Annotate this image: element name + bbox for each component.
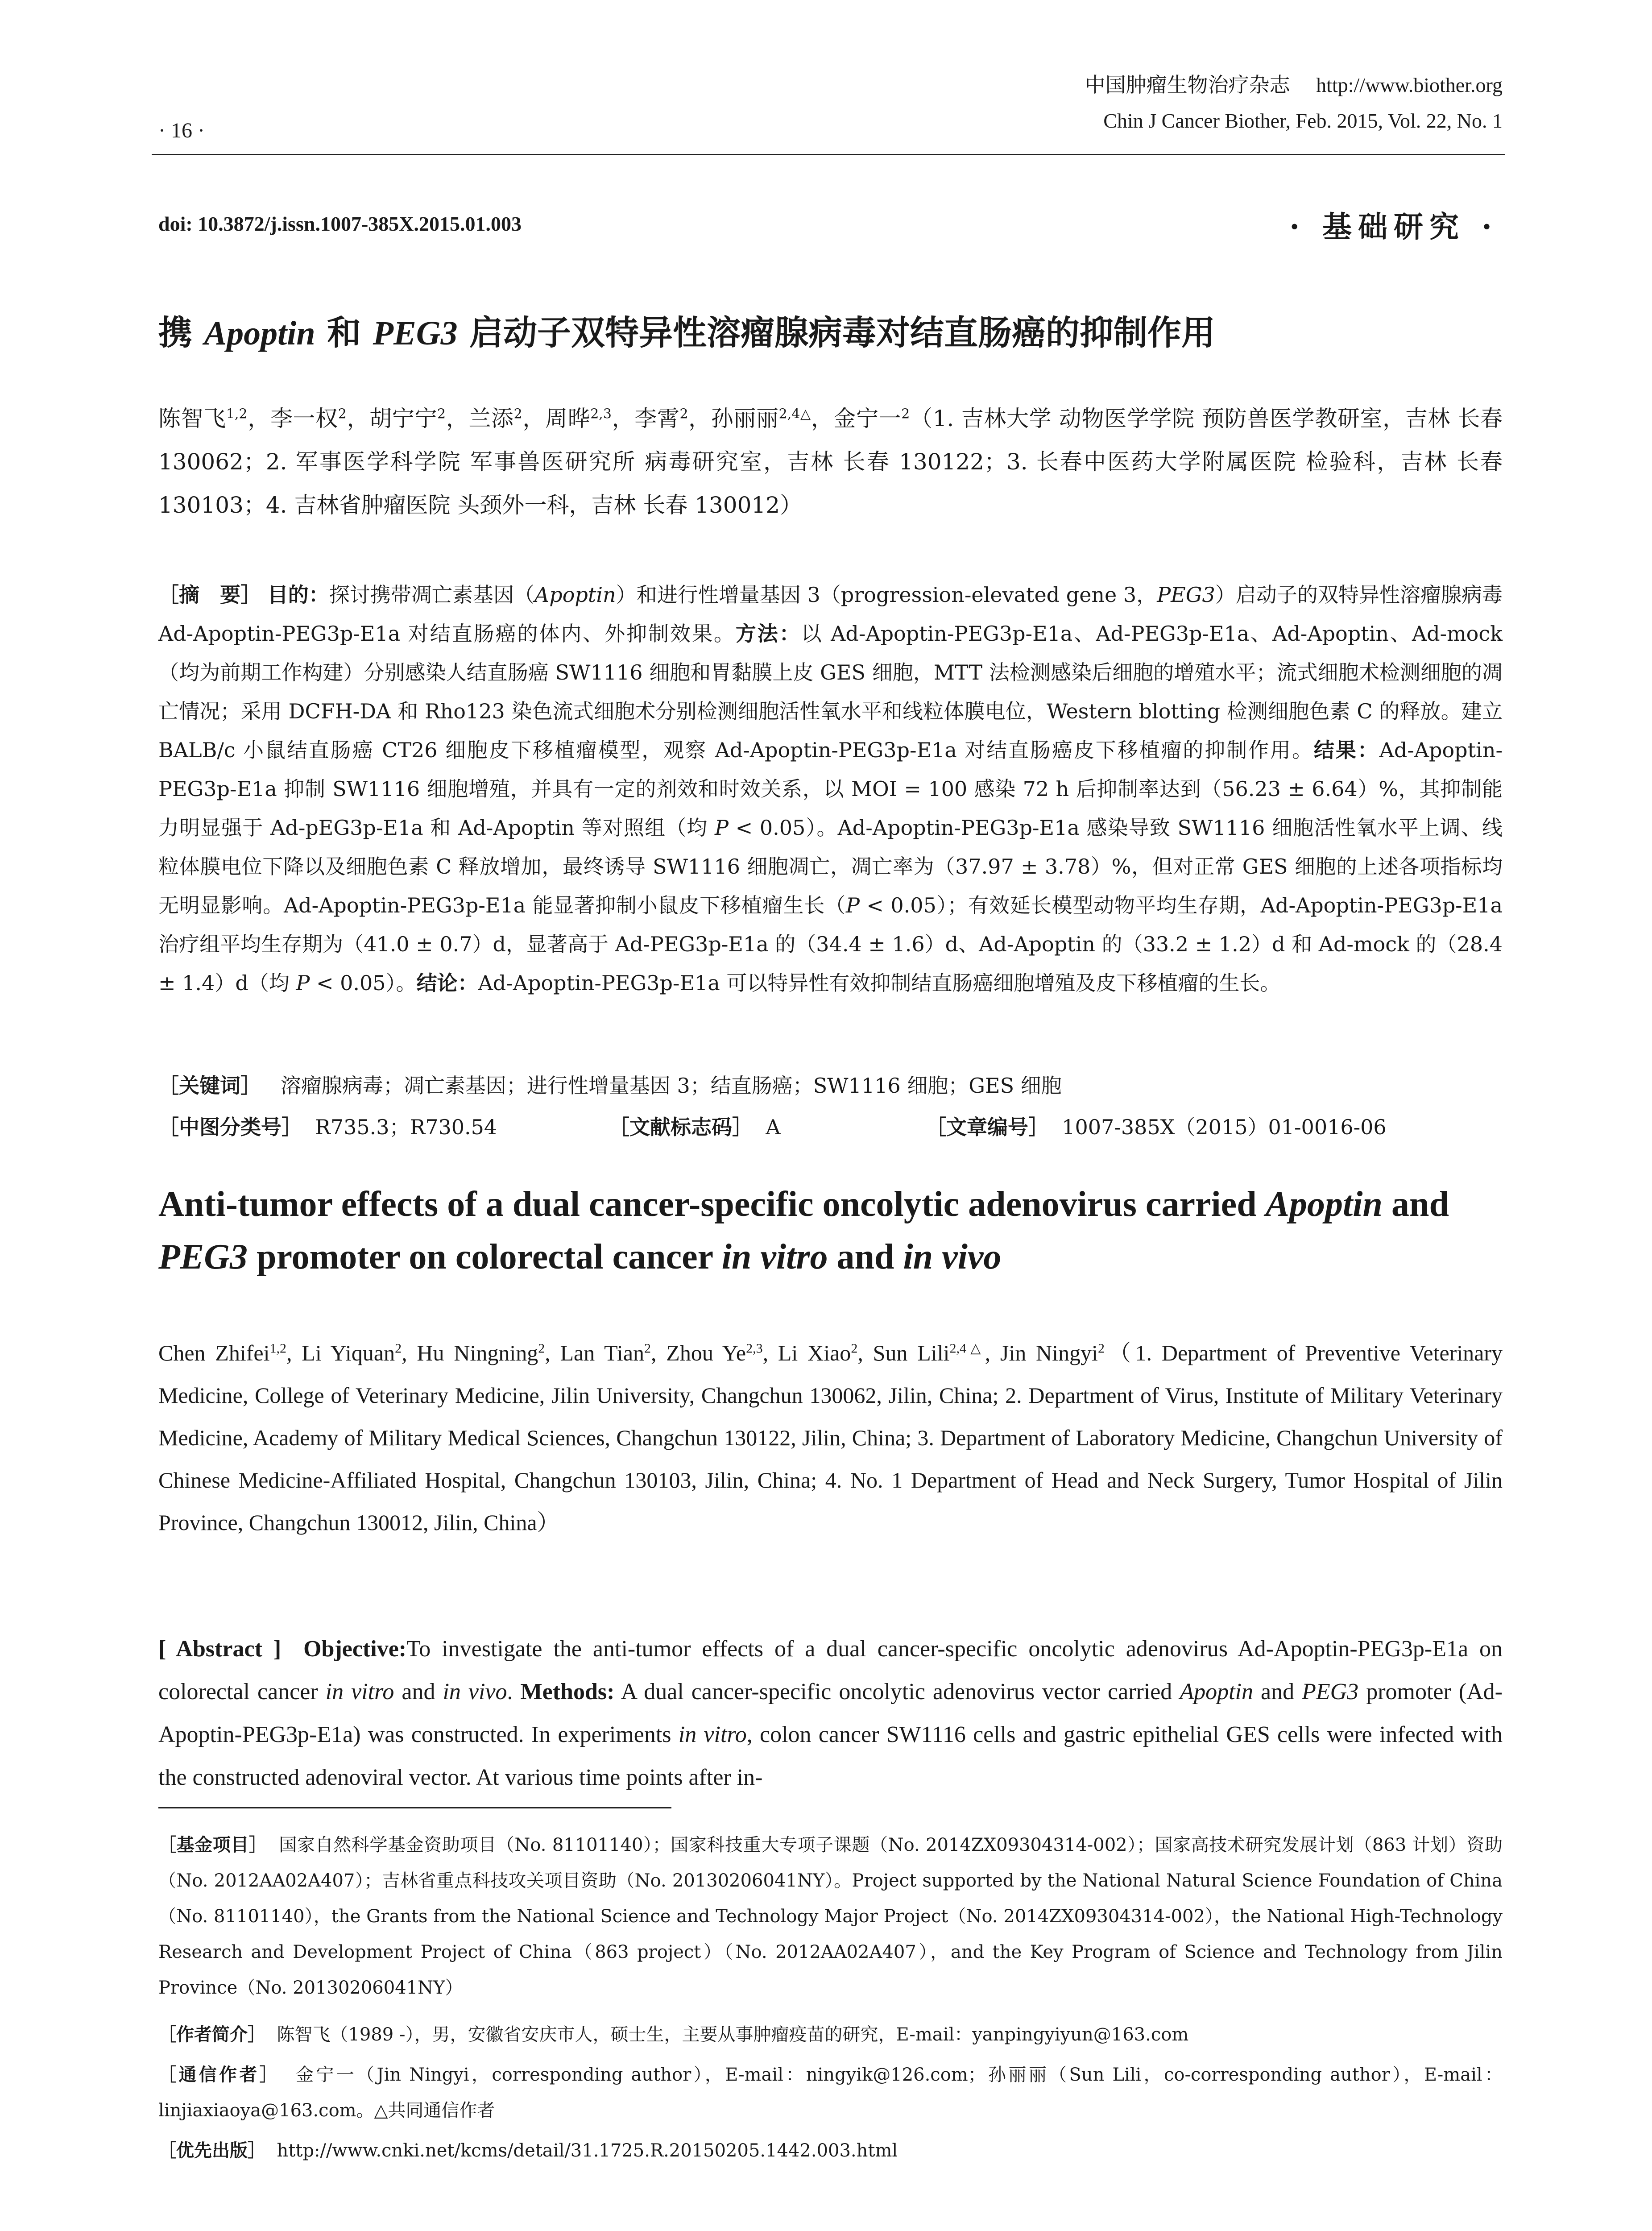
title-en-in-vivo: in vivo bbox=[903, 1237, 1002, 1277]
title-en-gene-apoptin: Apoptin bbox=[1265, 1185, 1383, 1224]
header-rule bbox=[152, 154, 1505, 155]
affiliations-cn: （1. 吉林大学 动物医学学院 预防兽医学教研室，吉林 长春 130062；2. 军事医学科学院 军事兽医研究所 病毒研究室，吉林 长春 130122；3. 长春中医药大学附属医院 检验科，吉林 长春 130103；4. 吉林省肿瘤医院 头颈外一科，吉林 长春 130012） bbox=[158, 406, 1503, 518]
author-affil-sup: 2 bbox=[901, 406, 910, 422]
title-cn-suffix: 启动子双特异性溶瘤腺病毒对结直肠癌的抑制作用 bbox=[457, 313, 1216, 352]
author-affil-sup: 2 bbox=[1097, 1341, 1105, 1356]
methods-label-en: Methods: bbox=[520, 1679, 615, 1704]
title-en-in-vitro: in vitro bbox=[721, 1237, 828, 1277]
abstract-cn bbox=[158, 576, 1503, 1003]
author-name: 陈智飞 bbox=[158, 406, 226, 431]
author-name-en: , Zhou Ye bbox=[651, 1340, 746, 1365]
author-affil-sup: 2 bbox=[679, 406, 688, 422]
objective-label: 目的： bbox=[267, 583, 329, 607]
author-name: ，金宁一 bbox=[811, 406, 902, 431]
author-name-en: , Lan Tian bbox=[545, 1340, 645, 1365]
author-name: ，李霄 bbox=[611, 406, 680, 431]
author-name-en: , Li Xiao bbox=[762, 1340, 851, 1365]
keywords-label: ［关键词］ bbox=[158, 1074, 261, 1098]
author-affil-sup: 2 bbox=[437, 406, 446, 422]
abstract-en bbox=[158, 1628, 1503, 1799]
author-bio-text: 陈智飞（1989 -），男，安徽省安庆市人，硕士生，主要从事肿瘤疫苗的研究，E-mail：yanpingyiyun@163.com bbox=[277, 2024, 1189, 2045]
affiliations-en: （1. Department of Preventive Veterinary Medicine, College of Veterinary Medicine, Jilin University, Changchun 130062, Jilin, China; 2. Department of Virus, Institute of Military Veterinary Medicine, Academy of Military Medical Sciences, Changchun 130122, Jilin, China; 3. Department of Laboratory Medicine, Changchun University of Chinese Medicine-Affiliated Hospital, Changchun 130103, Jilin, China; 4. No. 1 Department of Head and Neck Surgery, Tumor Hospital of Jilin Province, Changchun 130012, Jilin, China） bbox=[158, 1340, 1503, 1535]
footnote-correspondence bbox=[158, 2057, 1503, 2128]
title-cn-gene-apoptin: Apoptin bbox=[204, 315, 315, 352]
author-name: ，李一权 bbox=[247, 406, 338, 431]
footnote-funding bbox=[158, 1827, 1503, 2006]
clc-label: ［中图分类号］ bbox=[158, 1115, 302, 1139]
doc-code-value: A bbox=[766, 1115, 781, 1139]
author-affil-sup: 2,3 bbox=[590, 406, 612, 422]
in-vitro: in vitro bbox=[325, 1679, 394, 1704]
funding-label: ［基金项目］ bbox=[158, 1834, 267, 1855]
gene-peg3: PEG3 bbox=[1157, 583, 1215, 607]
journal-line-1 bbox=[1085, 67, 1503, 103]
author-affil-sup: 2 bbox=[513, 406, 522, 422]
doc-code-label: ［文献标志码］ bbox=[609, 1115, 753, 1139]
methods-label: 方法： bbox=[735, 622, 801, 646]
journal-url[interactable]: http://www.biother.org bbox=[1316, 74, 1503, 96]
title-cn-gene-peg3: PEG3 bbox=[373, 315, 458, 352]
article-no-group bbox=[926, 1111, 1387, 1140]
keywords-text: 溶瘤腺病毒；凋亡素基因；进行性增量基因 3；结直肠癌；SW1116 细胞；GES 细胞 bbox=[280, 1074, 1062, 1098]
title-en-text: and bbox=[1383, 1185, 1449, 1224]
footnote-author bbox=[158, 2017, 1503, 2053]
abstract-en-label: [ Abstract ] bbox=[158, 1636, 282, 1662]
author-affil-sup: 1,2 bbox=[269, 1341, 287, 1356]
results-text: Ad-Apoptin-PEG3p-E1a 抑制 SW1116 细胞增殖，并具有一定的剂效和时效关系，以 MOI = 100 感染 72 h 后抑制率达到（56.23 ± 6.64）%，其抑制能力明显强于 Ad-pEG3p-E1a 和 Ad-Apoptin 等对照组（均 bbox=[158, 738, 1503, 840]
doc-code-group bbox=[609, 1111, 780, 1140]
author-affil-sup: 2 bbox=[395, 1341, 402, 1356]
title-cn-mid: 和 bbox=[315, 313, 373, 352]
journal-name-cn: 中国肿瘤生物治疗杂志 bbox=[1085, 73, 1290, 97]
author-affil-sup: 2,3 bbox=[746, 1341, 763, 1356]
conclusion-text: Ad-Apoptin-PEG3p-E1a 可以特异性有效抑制结直肠癌细胞增殖及皮下移植瘤的生长。 bbox=[478, 971, 1281, 995]
author-name-en: , Sun Lili bbox=[857, 1340, 950, 1365]
objective-text-en: To investigate the anti-tumor effects of a dual cancer-specific oncolytic adenovirus Ad-Apoptin-PEG3p-E1a on colorectal cancer bbox=[158, 1636, 1503, 1704]
author-affil-sup: 2,4△ bbox=[949, 1341, 985, 1356]
title-cn-prefix: 携 bbox=[158, 313, 204, 352]
title-en-text: and bbox=[828, 1237, 903, 1277]
author-affil-sup: 2 bbox=[644, 1341, 651, 1356]
correspondence-label: ［通信作者］ bbox=[158, 2064, 280, 2085]
online-first-url[interactable]: http://www.cnki.net/kcms/detail/31.1725.R.20150205.1442.003.html bbox=[277, 2140, 898, 2161]
methods-text-en: promoter (Ad-Apoptin-PEG3p-E1a) was constructed. In experiments bbox=[158, 1679, 1503, 1747]
author-affil-sup: 1,2 bbox=[226, 406, 248, 422]
footnote-rule bbox=[158, 1807, 671, 1808]
objective-text: ）启动子的双特异性溶瘤腺病毒 Ad-Apoptin-PEG3p-E1a 对结直肠癌的体内、外抑制效果。 bbox=[158, 583, 1503, 646]
author-affil-sup: 2 bbox=[851, 1341, 858, 1356]
author-name: ，孙丽丽 bbox=[688, 406, 779, 431]
authors-en bbox=[158, 1332, 1503, 1544]
online-first-label: ［优先出版］ bbox=[158, 2140, 265, 2161]
page-number: · 16 · bbox=[158, 119, 205, 142]
abstract-cn-label: ［摘 要］ bbox=[158, 583, 261, 607]
author-name: ，胡宁宁 bbox=[346, 406, 437, 431]
article-no-value: 1007-385X（2015）01-0016-06 bbox=[1062, 1115, 1387, 1139]
in-vitro: in vitro bbox=[678, 1722, 747, 1747]
author-affil-sup: 2 bbox=[538, 1341, 545, 1356]
funding-text: 国家自然科学基金资助项目（No. 81101140）；国家科技重大专项子课题（No. 2014ZX09304314-002）；国家高技术研究发展计划（863 计划）资助（No. 2012AA02A407）；吉林省重点科技攻关项目资助（No. 20130206041NY）。Project supported by the National Natural Science Foundation of China（No. 81101140），the Grants from the National Science and Technology Major Project（No. 2014ZX09304314-002），the National High-Technology Research and Development Project of China（863 project）（No. 2012AA02A407），and the Key Program of Science and Technology from Jilin Province（No. 20130206041NY） bbox=[158, 1835, 1503, 1998]
author-name-en: , Jin Ningyi bbox=[985, 1340, 1098, 1365]
clc-group bbox=[158, 1111, 497, 1140]
title-en-text: promoter on colorectal cancer bbox=[248, 1237, 722, 1277]
title-en-text: Anti-tumor effects of a dual cancer-specific oncolytic adenovirus carried bbox=[158, 1185, 1266, 1224]
objective-text: 探讨携带凋亡素基因（ bbox=[329, 583, 535, 607]
objective-text-en: . bbox=[507, 1679, 513, 1704]
p-value-symbol: P bbox=[296, 971, 310, 995]
title-en-gene-peg3: PEG3 bbox=[158, 1237, 248, 1277]
title-en bbox=[158, 1178, 1503, 1283]
methods-text: 以 Ad-Apoptin-PEG3p-E1a、Ad-PEG3p-E1a、Ad-Apoptin、Ad-mock（均为前期工作构建）分别感染人结直肠癌 SW1116 细胞和胃黏膜上皮 GES 细胞，MTT 法检测感染后细胞的增殖水平；流式细胞术检测细胞的凋亡情况；采用 DCFH-DA 和 Rho123 染色流式细胞术分别检测细胞活性氧水平和线粒体膜电位，Western blotting 检测细胞色素 C 的释放。建立 BALB/c 小鼠结直肠癌 CT26 细胞皮下移植瘤模型，观察 Ad-Apoptin-PEG3p-E1a 对结直肠癌皮下移植瘤的抑制作用。 bbox=[158, 622, 1503, 762]
objective-label-en: Objective: bbox=[303, 1636, 407, 1662]
p-value-symbol: P bbox=[714, 816, 729, 840]
author-name: ，周晔 bbox=[522, 406, 591, 431]
keywords bbox=[158, 1066, 1503, 1105]
article-no-label: ［文章编号］ bbox=[926, 1115, 1049, 1139]
in-vivo: in vivo bbox=[443, 1679, 507, 1704]
journal-name-en: Chin J Cancer Biother, Feb. 2015, Vol. 22, No. 1 bbox=[1103, 109, 1503, 132]
author-affil-sup: 2 bbox=[338, 406, 347, 422]
title-cn bbox=[158, 306, 1215, 354]
author-bio-label: ［作者简介］ bbox=[158, 2024, 265, 2045]
author-affil-sup: 2,4△ bbox=[778, 406, 811, 422]
footnote-publication bbox=[158, 2133, 1503, 2169]
results-label: 结果： bbox=[1313, 738, 1379, 762]
author-name: ，兰添 bbox=[446, 406, 514, 431]
gene-peg3-en: PEG3 bbox=[1302, 1679, 1359, 1704]
results-text: < 0.05）；有效延长模型动物平均生存期，Ad-Apoptin-PEG3p-E1a 治疗组平均生存期为（41.0 ± 0.7）d，显著高于 Ad-PEG3p-E1a 的（34.4 ± 1.6）d、Ad-Apoptin 的（33.2 ± 1.2）d 和 Ad-mock 的（28.4 ± 1.4）d（均 bbox=[158, 893, 1503, 995]
methods-text-en: and bbox=[1253, 1679, 1302, 1704]
objective-text-en: and bbox=[394, 1679, 443, 1704]
doi[interactable]: doi: 10.3872/j.issn.1007-385X.2015.01.003 bbox=[158, 212, 522, 235]
objective-text: ）和进行性增量基因 3（progression-elevated gene 3， bbox=[616, 583, 1157, 607]
p-value-symbol: P bbox=[845, 893, 860, 917]
running-header-journal bbox=[1085, 67, 1503, 139]
author-name-en: , Hu Ningning bbox=[402, 1340, 538, 1365]
correspondence-text[interactable]: 金宁一（Jin Ningyi，corresponding author），E-mail：ningyik@126.com；孙丽丽（Sun Lili，co-corresponding author），E-mail：linjiaxiaoya@163.com。△共同通信作者 bbox=[158, 2065, 1503, 2121]
author-name-en: Chen Zhifei bbox=[158, 1340, 270, 1365]
author-name-en: , Li Yiquan bbox=[286, 1340, 395, 1365]
authors-cn bbox=[158, 397, 1503, 527]
section-tag: · 基础研究 · bbox=[1289, 209, 1498, 244]
results-text: < 0.05）。Ad-Apoptin-PEG3p-E1a 感染导致 SW1116 细胞活性氧水平上调、线粒体膜电位下降以及细胞色素 C 释放增加，最终诱导 SW1116 细胞凋亡，凋亡率为（37.97 ± 3.78）%，但对正常 GES 细胞的上述各项指标均无明显影响。Ad-Apoptin-PEG3p-E1a 能显著抑制小鼠皮下移植瘤生长（ bbox=[158, 816, 1503, 917]
methods-text-en: , colon cancer SW1116 cells and gastric epithelial GES cells were infected with the constructed adenoviral vector. At various time points after in- bbox=[158, 1722, 1503, 1790]
gene-apoptin: Apoptin bbox=[534, 583, 616, 607]
results-text: < 0.05）。 bbox=[310, 971, 417, 995]
clc-value: R735.3；R730.54 bbox=[315, 1115, 497, 1139]
methods-text-en: A dual cancer-specific oncolytic adenovirus vector carried bbox=[621, 1679, 1180, 1704]
conclusion-label: 结论： bbox=[416, 971, 478, 995]
gene-apoptin-en: Apoptin bbox=[1180, 1679, 1253, 1704]
